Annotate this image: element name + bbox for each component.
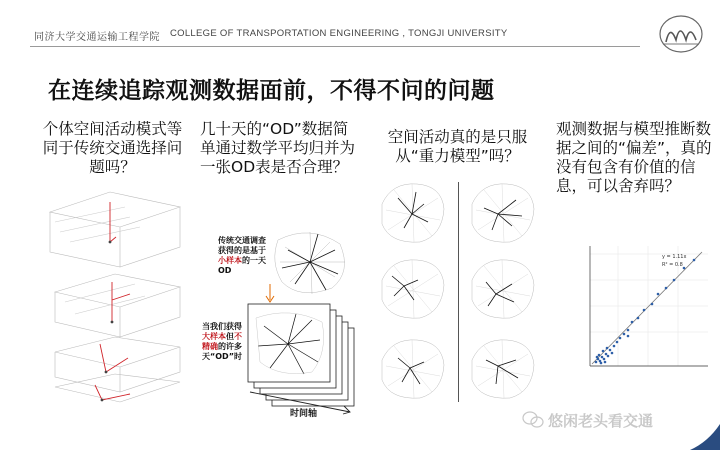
slide-header <box>0 0 720 60</box>
slide-title: 在连续追踪观测数据面前，不得不问的问题 <box>48 78 495 104</box>
time-axis-label: 时间轴 <box>290 409 318 419</box>
header-divider <box>30 46 640 47</box>
observed-vs-model-scatter <box>562 238 712 386</box>
scatter-equation-2: R² = 0.8 <box>662 262 683 268</box>
big-sample-note: 当我们获得大样本但不精确的许多天“OD”时 <box>202 322 242 361</box>
question-gravity-model: 空间活动真的是只服从“重力模型”吗？ <box>387 128 528 165</box>
corner-decoration <box>680 420 720 450</box>
institution-en: COLLEGE OF TRANSPORTATION ENGINEERING , TONGJI UNIVERSITY <box>170 28 508 39</box>
traditional-survey-note: 传统交通调查获得的是基于小样本的一天OD <box>218 236 266 275</box>
activity-space-maps <box>370 178 550 410</box>
question-deviation: 观测数据与模型推断数据之间的“偏差”，真的没有包含有价值的信息，可以舍弃吗？ <box>556 120 712 195</box>
activity-space-plots <box>40 182 190 412</box>
university-logo-icon <box>658 14 704 54</box>
question-activity-pattern: 个体空间活动模式等同于传统交通选择问题吗？ <box>42 120 183 176</box>
institution-cn: 同济大学交通运输工程学院 <box>34 32 160 43</box>
question-od-averaging: 几十天的“OD”数据简单通过数学平均归并为一张OD表是否合理？ <box>200 120 356 176</box>
wechat-icon <box>522 411 544 429</box>
watermark-text: 悠闲老头看交通 <box>548 412 654 430</box>
scatter-equation-1: y = 1.11x <box>662 254 687 260</box>
